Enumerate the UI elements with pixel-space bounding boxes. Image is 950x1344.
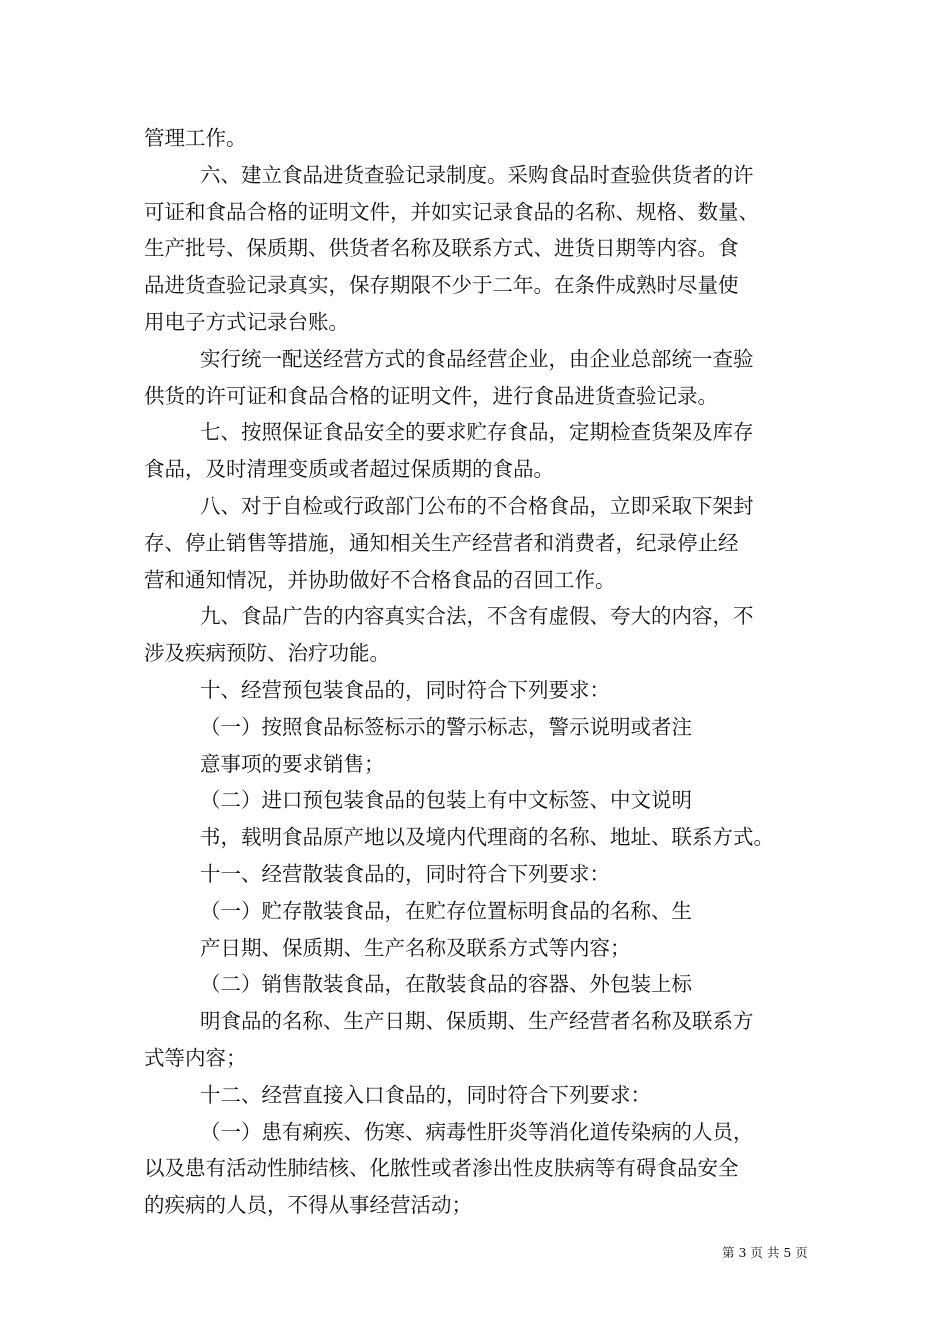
text-line: 明食品的名称、生产日期、保质期、生产经营者名称及联系方: [200, 1009, 754, 1034]
text-line: 品进货查验记录真实，保存期限不少于二年。在条件成熟时尽量使: [144, 273, 739, 298]
text-line: 意事项的要求销售；: [200, 751, 385, 776]
text-line: 式等内容；: [144, 1046, 247, 1070]
text-line: 管理工作。: [144, 126, 247, 150]
text-line: 可证和食品合格的证明文件，并如实记录食品的名称、规格、数量、: [144, 199, 759, 224]
text-line: （一）患有痢疾、伤寒、病毒性肝炎等消化道传染病的人员，: [200, 1119, 754, 1144]
text-line: 七、按照保证食品安全的要求贮存食品，定期检查货架及库存: [200, 420, 754, 445]
text-line: 六、建立食品进货查验记录制度。采购食品时查验供货者的许: [200, 162, 754, 187]
text-line: 生产批号、保质期、供货者名称及联系方式、进货日期等内容。食: [144, 236, 739, 261]
text-line: 涉及疾病预防、治疗功能。: [144, 641, 390, 666]
text-line: 营和通知情况，并协助做好不合格食品的召回工作。: [144, 567, 616, 592]
text-line: （二）进口预包装食品的包装上有中文标签、中文说明: [200, 788, 692, 813]
text-line: 十、经营预包装食品的，同时符合下列要求：: [200, 678, 610, 702]
text-line: 九、食品广告的内容真实合法，不含有虚假、夸大的内容，不: [200, 604, 754, 629]
text-line: 十二、经营直接入口食品的，同时符合下列要求：: [200, 1082, 651, 1107]
text-line: 的疾病的人员，不得从事经营活动；: [144, 1193, 472, 1218]
text-line: 十一、经营散装食品的，同时符合下列要求：: [200, 862, 610, 886]
text-line: 食品，及时清理变质或者超过保质期的食品。: [144, 457, 554, 482]
text-line: 存、停止销售等措施，通知相关生产经营者和消费者，纪录停止经: [144, 530, 739, 555]
text-line: 产日期、保质期、生产名称及联系方式等内容；: [200, 935, 631, 960]
text-line: 以及患有活动性肺结核、化脓性或者渗出性皮肤病等有碍食品安全: [144, 1156, 739, 1181]
text-line: （二）销售散装食品，在散装食品的容器、外包装上标: [200, 972, 692, 997]
text-line: （一）贮存散装食品，在贮存位置标明食品的名称、生: [200, 898, 692, 923]
text-line: 八、对于自检或行政部门公布的不合格食品，立即采取下架封: [200, 494, 754, 518]
page-number: 第 3 页 共 5 页: [722, 1245, 808, 1260]
text-line: （一）按照食品标签标示的警示标志，警示说明或者注: [200, 714, 692, 739]
text-line: 书，载明食品原产地以及境内代理商的名称、地址、联系方式。: [200, 825, 774, 850]
text-line: 供货的许可证和食品合格的证明文件，进行食品进货查验记录。: [144, 383, 718, 408]
text-line: 用电子方式记录台账。: [144, 310, 349, 334]
text-line: 实行统一配送经营方式的食品经营企业，由企业总部统一查验: [200, 346, 754, 371]
